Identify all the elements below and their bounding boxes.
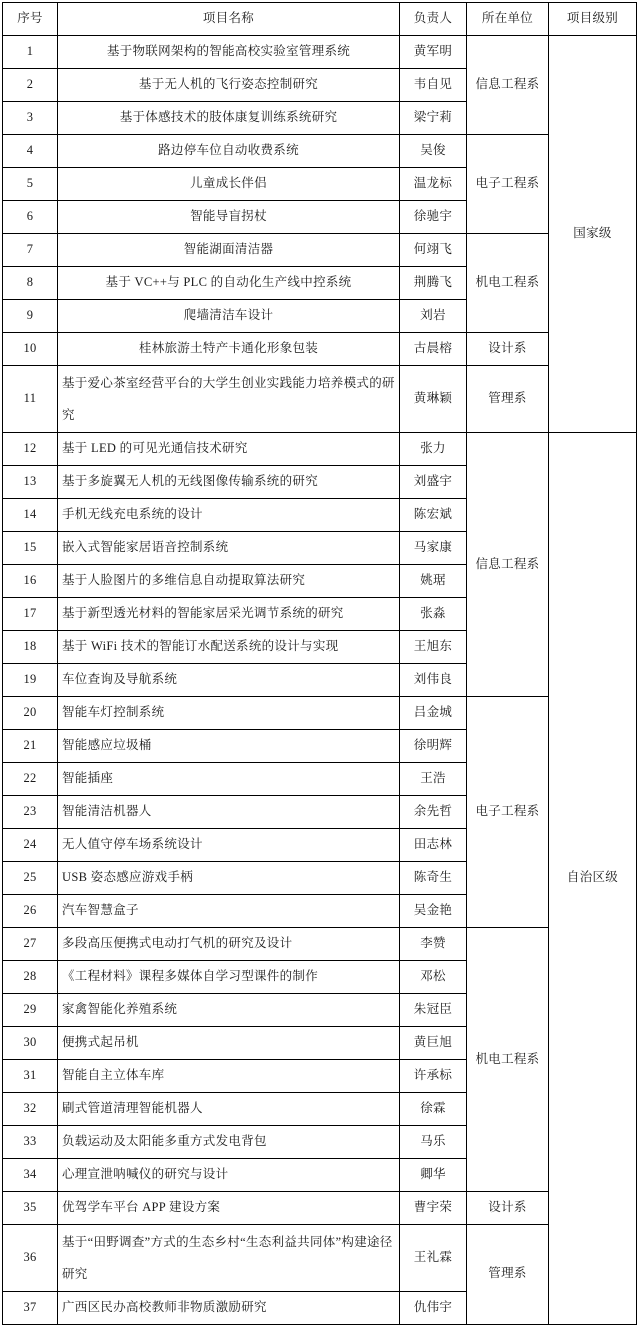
column-header-level: 项目级别	[549, 3, 637, 36]
cell-leader: 王礼霖	[400, 1224, 467, 1291]
cell-project-name: 基于人脸图片的多维信息自动提取算法研究	[58, 564, 400, 597]
cell-unit: 信息工程系	[467, 432, 549, 696]
cell-project-name: 爬墙清洁车设计	[58, 300, 400, 333]
cell-unit: 电子工程系	[467, 696, 549, 927]
cell-project-name: 便携式起吊机	[58, 1026, 400, 1059]
cell-seq: 13	[3, 465, 58, 498]
cell-leader: 邓松	[400, 960, 467, 993]
cell-leader: 刘盛宇	[400, 465, 467, 498]
cell-leader: 王浩	[400, 762, 467, 795]
cell-leader: 吴俊	[400, 135, 467, 168]
cell-unit: 管理系	[467, 1224, 549, 1324]
cell-leader: 古晨榕	[400, 333, 467, 366]
project-list-table	[2, 2, 637, 1325]
cell-project-name: 广西区民办高校教师非物质激励研究	[58, 1291, 400, 1324]
cell-leader: 徐明辉	[400, 729, 467, 762]
cell-seq: 21	[3, 729, 58, 762]
cell-project-name: 车位查询及导航系统	[58, 663, 400, 696]
cell-leader: 王旭东	[400, 630, 467, 663]
cell-leader: 李赞	[400, 927, 467, 960]
table-row	[3, 927, 637, 960]
cell-project-name: 基于“田野调查”方式的生态乡村“生态利益共同体”构建途径研究	[58, 1224, 400, 1291]
table-row	[3, 696, 637, 729]
cell-project-name: 基于无人机的飞行姿态控制研究	[58, 69, 400, 102]
cell-seq: 7	[3, 234, 58, 267]
cell-seq: 17	[3, 597, 58, 630]
column-header-seq: 序号	[3, 3, 58, 36]
cell-project-name: 智能自主立体车库	[58, 1059, 400, 1092]
table-row	[3, 36, 637, 69]
cell-leader: 梁宁莉	[400, 102, 467, 135]
cell-project-name: 儿童成长伴侣	[58, 168, 400, 201]
column-header-project-name: 项目名称	[58, 3, 400, 36]
cell-project-name: 智能感应垃圾桶	[58, 729, 400, 762]
cell-project-name: 智能插座	[58, 762, 400, 795]
cell-seq: 10	[3, 333, 58, 366]
cell-project-name: 智能清洁机器人	[58, 795, 400, 828]
table-row	[3, 135, 637, 168]
cell-seq: 19	[3, 663, 58, 696]
cell-project-name: 优驾学车平台 APP 建设方案	[58, 1191, 400, 1224]
cell-leader: 张力	[400, 432, 467, 465]
cell-project-name: 心理宣泄呐喊仪的研究与设计	[58, 1158, 400, 1191]
cell-seq: 34	[3, 1158, 58, 1191]
cell-leader: 温龙标	[400, 168, 467, 201]
cell-seq: 27	[3, 927, 58, 960]
column-header-leader: 负责人	[400, 3, 467, 36]
cell-project-name: 智能车灯控制系统	[58, 696, 400, 729]
cell-seq: 2	[3, 69, 58, 102]
cell-leader: 卿华	[400, 1158, 467, 1191]
table-row	[3, 333, 637, 366]
cell-seq: 29	[3, 993, 58, 1026]
cell-project-name: 嵌入式智能家居语音控制系统	[58, 531, 400, 564]
cell-project-name: 桂林旅游土特产卡通化形象包装	[58, 333, 400, 366]
table-row	[3, 1191, 637, 1224]
cell-leader: 马家康	[400, 531, 467, 564]
cell-leader: 刘伟良	[400, 663, 467, 696]
cell-leader: 陈奇生	[400, 861, 467, 894]
cell-seq: 4	[3, 135, 58, 168]
cell-leader: 黄巨旭	[400, 1026, 467, 1059]
cell-unit: 机电工程系	[467, 927, 549, 1191]
cell-project-name: 无人值守停车场系统设计	[58, 828, 400, 861]
cell-leader: 吕金城	[400, 696, 467, 729]
cell-unit: 信息工程系	[467, 36, 549, 135]
cell-leader: 姚琚	[400, 564, 467, 597]
cell-seq: 31	[3, 1059, 58, 1092]
cell-seq: 16	[3, 564, 58, 597]
cell-leader: 陈宏斌	[400, 498, 467, 531]
cell-seq: 24	[3, 828, 58, 861]
cell-project-name: 智能湖面清洁器	[58, 234, 400, 267]
cell-project-name: 基于爱心茶室经营平台的大学生创业实践能力培养模式的研究	[58, 366, 400, 433]
cell-leader: 何翊飞	[400, 234, 467, 267]
cell-project-name: 手机无线充电系统的设计	[58, 498, 400, 531]
cell-level: 国家级	[549, 36, 637, 433]
cell-seq: 15	[3, 531, 58, 564]
cell-seq: 28	[3, 960, 58, 993]
table-header	[3, 3, 637, 36]
cell-leader: 仇伟宇	[400, 1291, 467, 1324]
cell-unit: 设计系	[467, 333, 549, 366]
cell-leader: 朱冠臣	[400, 993, 467, 1026]
cell-project-name: 智能导盲拐杖	[58, 201, 400, 234]
cell-seq: 1	[3, 36, 58, 69]
cell-unit: 机电工程系	[467, 234, 549, 333]
cell-project-name: 基于物联网架构的智能高校实验室管理系统	[58, 36, 400, 69]
cell-leader: 马乐	[400, 1125, 467, 1158]
cell-leader: 许承标	[400, 1059, 467, 1092]
cell-seq: 9	[3, 300, 58, 333]
cell-project-name: 刷式管道清理智能机器人	[58, 1092, 400, 1125]
cell-seq: 33	[3, 1125, 58, 1158]
cell-project-name: 负载运动及太阳能多重方式发电背包	[58, 1125, 400, 1158]
cell-project-name: 基于新型透光材料的智能家居采光调节系统的研究	[58, 597, 400, 630]
cell-project-name: 基于体感技术的肢体康复训练系统研究	[58, 102, 400, 135]
cell-seq: 30	[3, 1026, 58, 1059]
cell-leader: 刘岩	[400, 300, 467, 333]
cell-project-name: 路边停车位自动收费系统	[58, 135, 400, 168]
cell-seq: 5	[3, 168, 58, 201]
cell-seq: 3	[3, 102, 58, 135]
cell-project-name: 多段高压便携式电动打气机的研究及设计	[58, 927, 400, 960]
cell-unit: 电子工程系	[467, 135, 549, 234]
cell-seq: 22	[3, 762, 58, 795]
cell-seq: 32	[3, 1092, 58, 1125]
cell-leader: 黄琳颖	[400, 366, 467, 433]
cell-seq: 35	[3, 1191, 58, 1224]
cell-leader: 吴金艳	[400, 894, 467, 927]
cell-leader: 徐霖	[400, 1092, 467, 1125]
cell-unit: 管理系	[467, 366, 549, 433]
cell-seq: 25	[3, 861, 58, 894]
cell-leader: 徐驰宇	[400, 201, 467, 234]
cell-level: 自治区级	[549, 432, 637, 1324]
cell-seq: 18	[3, 630, 58, 663]
cell-leader: 余先哲	[400, 795, 467, 828]
cell-project-name: 基于 WiFi 技术的智能订水配送系统的设计与实现	[58, 630, 400, 663]
cell-unit: 设计系	[467, 1191, 549, 1224]
cell-project-name: 汽车智慧盒子	[58, 894, 400, 927]
cell-leader: 田志林	[400, 828, 467, 861]
cell-leader: 曹宇荣	[400, 1191, 467, 1224]
cell-seq: 36	[3, 1224, 58, 1291]
cell-leader: 韦自见	[400, 69, 467, 102]
cell-project-name: 《工程材料》课程多媒体自学习型课件的制作	[58, 960, 400, 993]
document-page	[0, 2, 638, 1344]
cell-seq: 11	[3, 366, 58, 433]
cell-seq: 12	[3, 432, 58, 465]
cell-seq: 23	[3, 795, 58, 828]
cell-seq: 8	[3, 267, 58, 300]
cell-project-name: 基于 VC++与 PLC 的自动化生产线中控系统	[58, 267, 400, 300]
cell-leader: 荆腾飞	[400, 267, 467, 300]
table-row	[3, 366, 637, 433]
cell-project-name: 基于 LED 的可见光通信技术研究	[58, 432, 400, 465]
cell-seq: 26	[3, 894, 58, 927]
table-body	[3, 36, 637, 1325]
cell-seq: 37	[3, 1291, 58, 1324]
cell-leader: 张淼	[400, 597, 467, 630]
cell-project-name: USB 姿态感应游戏手柄	[58, 861, 400, 894]
cell-seq: 14	[3, 498, 58, 531]
cell-seq: 6	[3, 201, 58, 234]
cell-leader: 黄军明	[400, 36, 467, 69]
table-row	[3, 234, 637, 267]
cell-project-name: 家禽智能化养殖系统	[58, 993, 400, 1026]
header-row	[3, 3, 637, 36]
table-row	[3, 1224, 637, 1291]
cell-project-name: 基于多旋翼无人机的无线图像传输系统的研究	[58, 465, 400, 498]
column-header-unit: 所在单位	[467, 3, 549, 36]
table-row	[3, 432, 637, 465]
cell-seq: 20	[3, 696, 58, 729]
